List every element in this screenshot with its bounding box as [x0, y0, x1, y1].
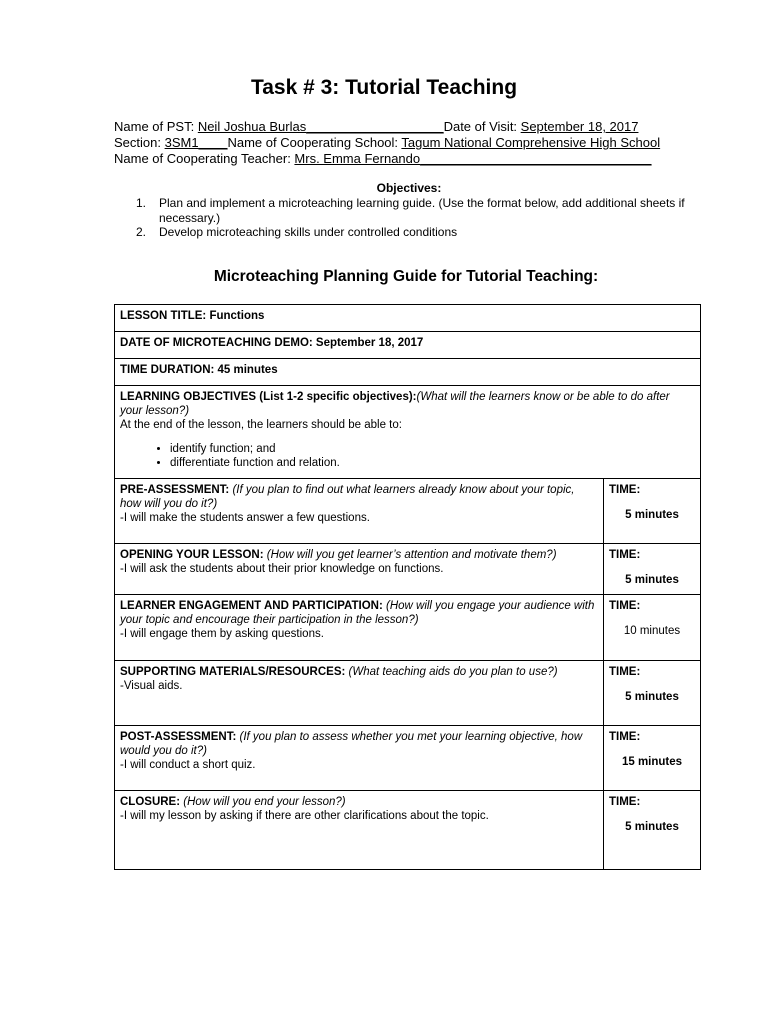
- list-item: • identify function; and: [170, 442, 695, 456]
- section-label: SUPPORTING MATERIALS/RESOURCES:: [120, 666, 346, 678]
- objectives-section: [114, 181, 704, 240]
- section-line: [114, 135, 704, 151]
- section-prompt: (How will you get learner’s attention and motivate them?): [263, 549, 557, 561]
- table-row: [115, 305, 701, 332]
- teacher-line: [114, 151, 704, 167]
- objective-text: Develop microteaching skills under controlled conditions: [159, 225, 458, 239]
- learner-engagement-cell: [115, 595, 604, 661]
- time-cell: [604, 479, 701, 544]
- info-block: [114, 119, 704, 167]
- objective-number: 1.: [136, 196, 147, 210]
- learning-objectives-prompt: (What will the learners know or be able to do after your lesson?): [120, 391, 670, 417]
- section-prompt: (If you plan to find out what learners already know about your topic, how will you do it?): [120, 484, 575, 510]
- learning-objectives-bullets: [120, 442, 695, 470]
- visit-value: September 18, 2017: [520, 119, 639, 134]
- visit-label: Date of Visit:: [443, 119, 521, 134]
- table-row: [115, 479, 701, 544]
- post-assessment-cell: [115, 726, 604, 791]
- section-prompt: (What teaching aids do you plan to use?): [345, 666, 558, 678]
- objectives-heading: Objectives:: [376, 181, 442, 195]
- section-answer: -Visual aids.: [120, 680, 183, 692]
- time-value: 5 minutes: [625, 691, 679, 703]
- pst-label: Name of PST:: [114, 119, 198, 134]
- supporting-materials-cell: [115, 661, 604, 726]
- section-answer: -I will make the students answer a few questions.: [120, 512, 370, 524]
- section-value: 3SM1: [164, 135, 199, 150]
- time-value: 5 minutes: [625, 509, 679, 521]
- section-label: Section:: [114, 135, 165, 150]
- section-answer: -I will conduct a short quiz.: [120, 759, 256, 771]
- table-row: [115, 726, 701, 791]
- time-cell: [604, 791, 701, 870]
- time-value: 15 minutes: [621, 756, 683, 768]
- time-label: TIME:: [609, 600, 641, 612]
- learning-objectives-label: LEARNING OBJECTIVES (List 1-2 specific objectives):: [120, 391, 417, 403]
- teacher-label: Name of Cooperating Teacher:: [114, 151, 295, 166]
- section-label: LEARNER ENGAGEMENT AND PARTICIPATION:: [120, 600, 383, 612]
- section-underline: ____: [198, 135, 228, 150]
- time-value: 5 minutes: [625, 574, 679, 586]
- learning-objectives-intro: At the end of the lesson, the learners should be able to:: [120, 419, 402, 431]
- time-value: 10 minutes: [623, 625, 681, 637]
- table-row: [115, 791, 701, 870]
- page-title: Task # 3: Tutorial Teaching: [250, 76, 518, 99]
- planning-guide-table: [114, 304, 701, 870]
- opening-lesson-cell: [115, 544, 604, 595]
- time-label: TIME:: [609, 666, 641, 678]
- learning-objectives-cell: [115, 386, 701, 479]
- section-label: PRE-ASSESSMENT:: [120, 484, 230, 496]
- time-cell: [604, 544, 701, 595]
- school-label: Name of Cooperating School:: [227, 135, 402, 150]
- table-row: [115, 359, 701, 386]
- section-prompt: (If you plan to assess whether you met your learning objective, how would you do it?): [120, 731, 583, 757]
- closure-cell: [115, 791, 604, 870]
- section-answer: -I will ask the students about their prior knowledge on functions.: [120, 563, 444, 575]
- time-label: TIME:: [609, 731, 641, 743]
- time-label: TIME:: [609, 549, 641, 561]
- pst-line: [114, 119, 704, 135]
- section-answer: -I will my lesson by asking if there are other clarifications about the topic.: [120, 810, 489, 822]
- lesson-title-cell: LESSON TITLE: Functions: [115, 305, 701, 332]
- table-row: [115, 332, 701, 359]
- section-label: CLOSURE:: [120, 796, 181, 808]
- pre-assessment-cell: [115, 479, 604, 544]
- section-label: OPENING YOUR LESSON:: [120, 549, 264, 561]
- section-label: POST-ASSESSMENT:: [120, 731, 237, 743]
- time-label: TIME:: [609, 484, 641, 496]
- time-cell: [604, 661, 701, 726]
- objective-text: Plan and implement a microteaching learning guide. (Use the format below, add additional sheets if necessary.): [159, 196, 685, 225]
- demo-date-cell: DATE OF MICROTEACHING DEMO: September 18, 2017: [115, 332, 701, 359]
- pst-underline: ___________________: [306, 119, 444, 134]
- table-row: [115, 386, 701, 479]
- time-cell: [604, 726, 701, 791]
- list-item: • differentiate function and relation.: [170, 456, 695, 470]
- table-row: [115, 544, 701, 595]
- school-value: Tagum National Comprehensive High School: [401, 135, 661, 150]
- time-value: 5 minutes: [625, 821, 679, 833]
- section-answer: -I will engage them by asking questions.: [120, 628, 324, 640]
- teacher-value: Mrs. Emma Fernando: [294, 151, 421, 166]
- objectives-list: [114, 196, 704, 240]
- teacher-underline: ________________________________: [420, 151, 652, 166]
- pst-value: Neil Joshua Burlas: [197, 119, 307, 134]
- objective-item: [114, 196, 704, 225]
- objective-item: [114, 225, 704, 240]
- table-row: [115, 595, 701, 661]
- table-row: [115, 661, 701, 726]
- section-prompt: (How will you engage your audience with your topic and encourage their participation in the lesson?): [120, 600, 595, 626]
- objective-number: 2.: [136, 225, 147, 239]
- guide-title: Microteaching Planning Guide for Tutorial Teaching:: [213, 268, 599, 285]
- time-label: TIME:: [609, 796, 641, 808]
- duration-cell: TIME DURATION: 45 minutes: [115, 359, 701, 386]
- section-prompt: (How will you end your lesson?): [180, 796, 346, 808]
- time-cell: [604, 595, 701, 661]
